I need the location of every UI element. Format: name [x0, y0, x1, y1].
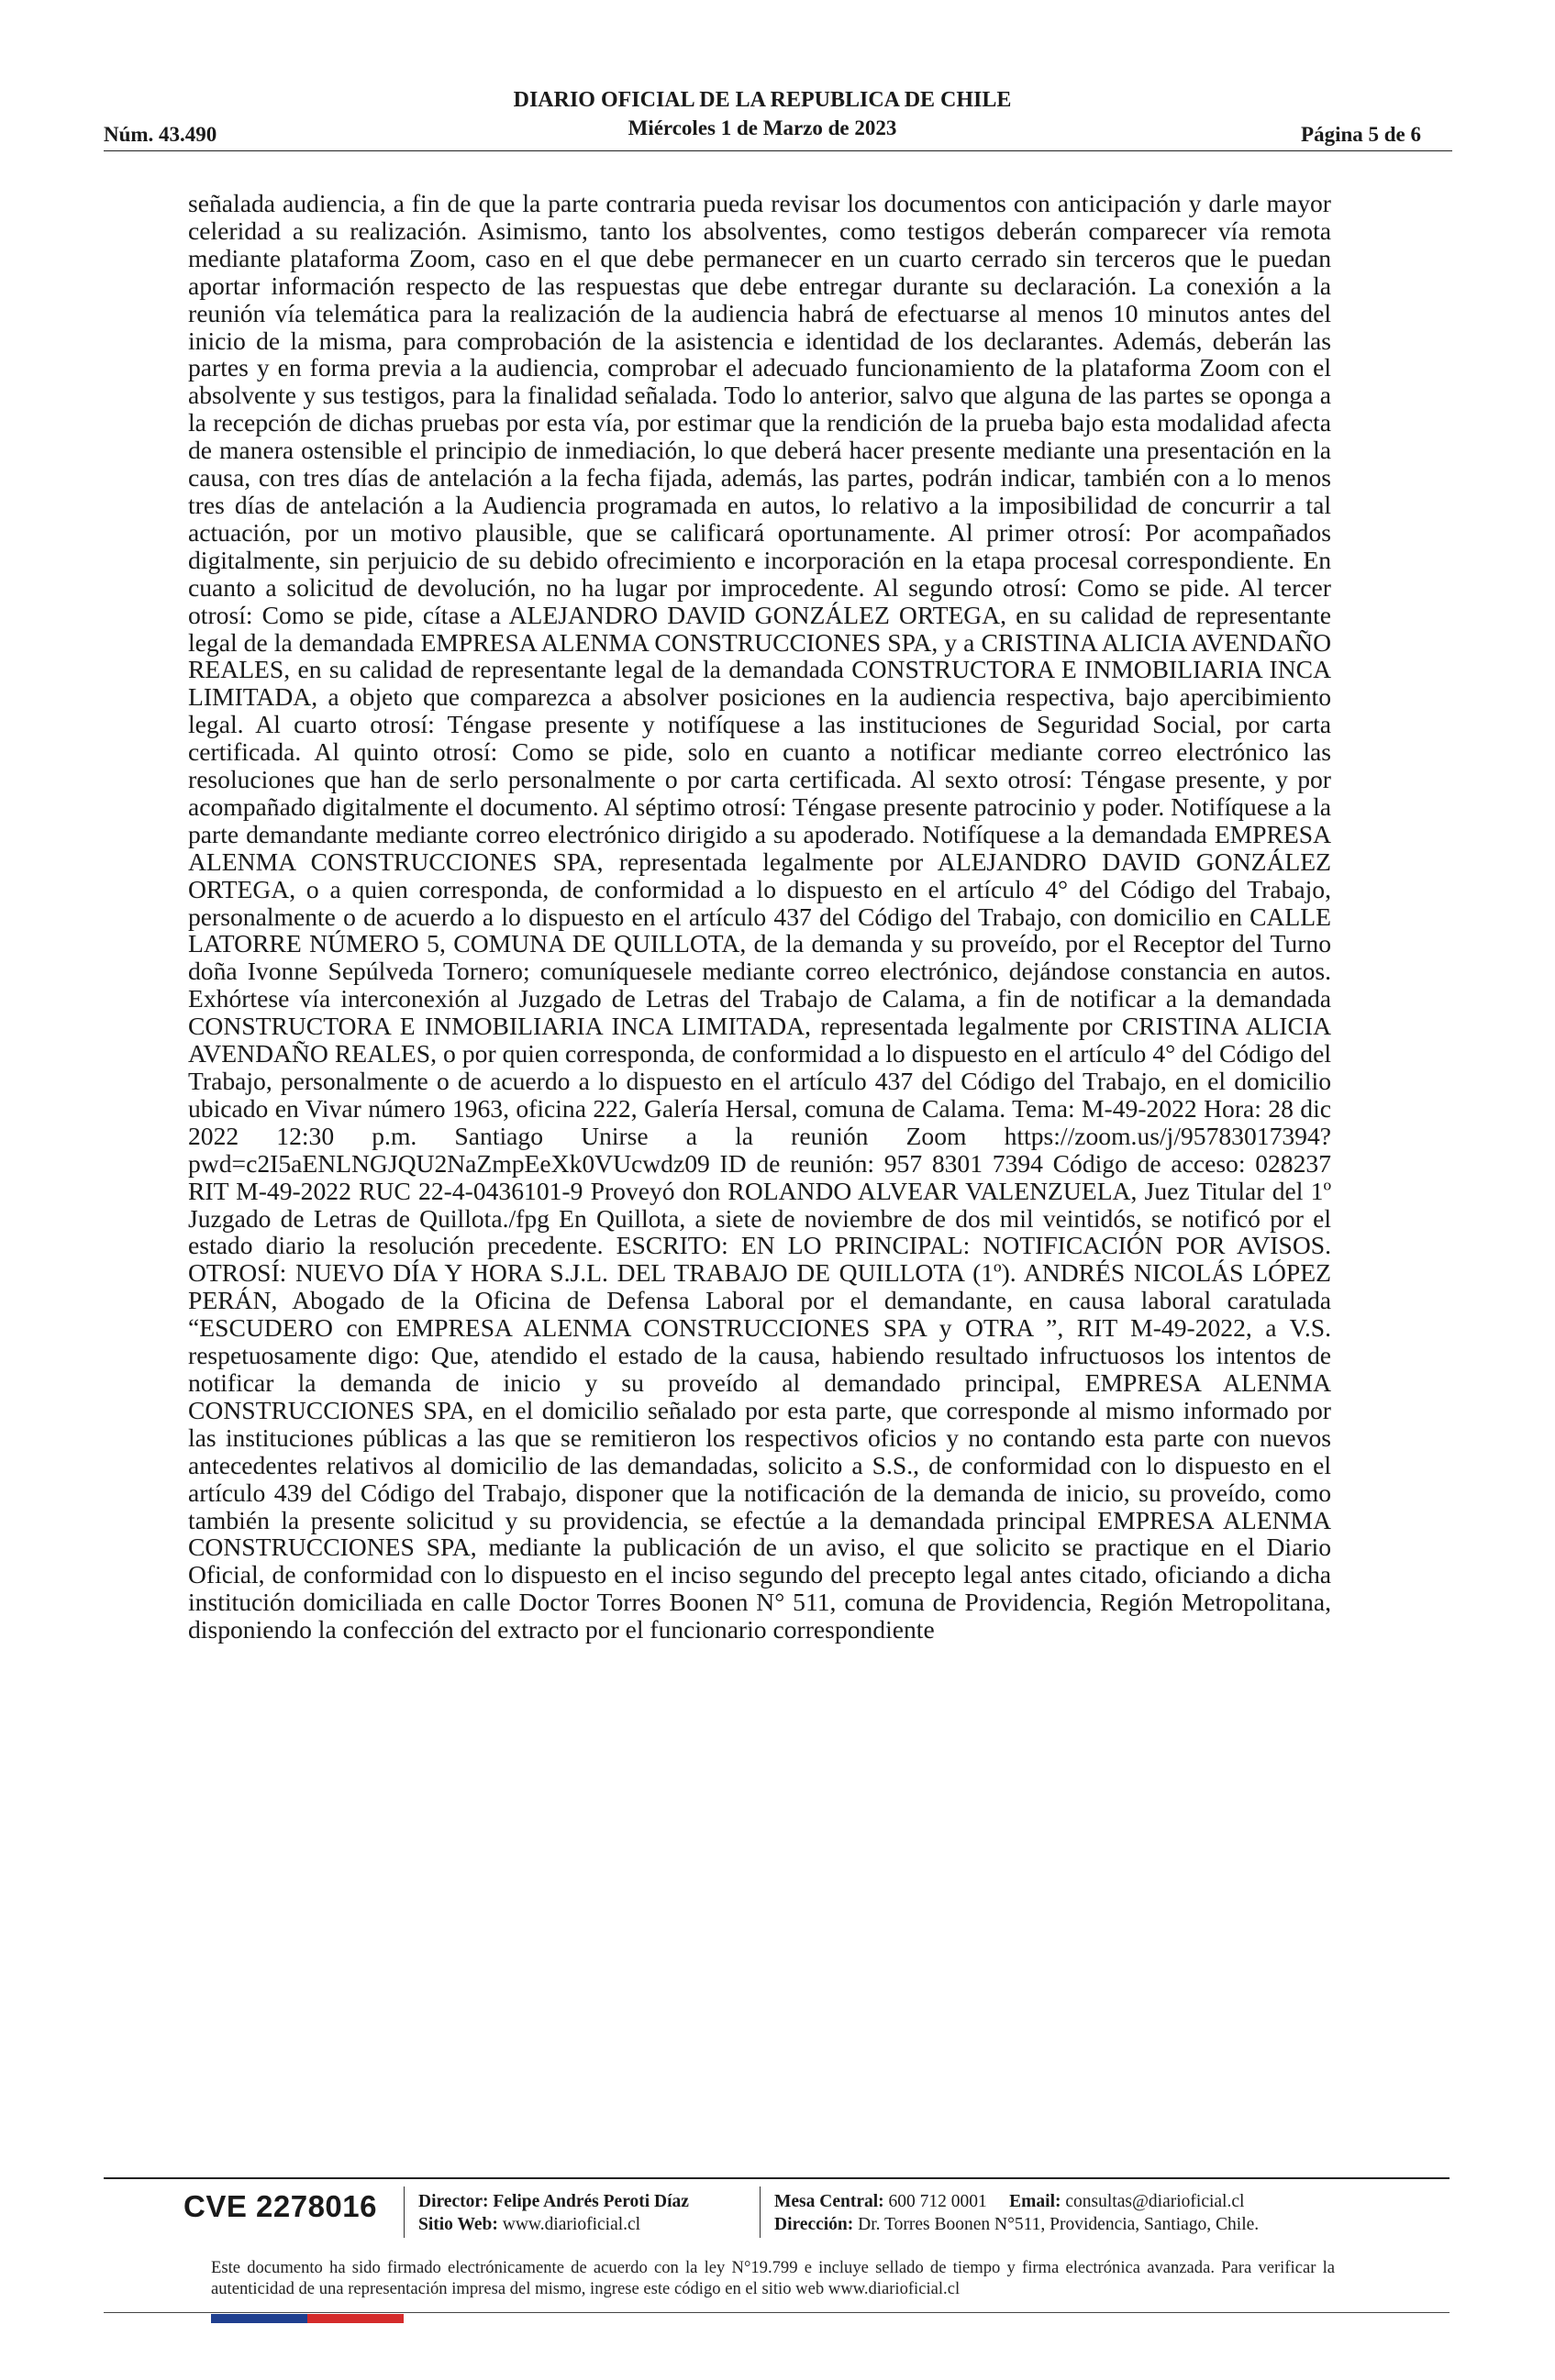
- header-center: [104, 86, 1421, 143]
- address-text: Dr. Torres Boonen N°511, Providencia, Santiago, Chile.: [858, 2215, 1260, 2234]
- address-label: Dirección:: [774, 2215, 854, 2234]
- newspaper-title: DIARIO OFICIAL DE LA REPUBLICA DE CHILE: [513, 88, 1012, 112]
- email-link[interactable]: consultas@diarioficial.cl: [1065, 2192, 1245, 2211]
- header-divider: [104, 150, 1452, 151]
- mesa-phone: 600 712 0001: [888, 2192, 987, 2211]
- footer-director-block: [418, 2190, 689, 2236]
- flag-red-stripe: [307, 2314, 404, 2323]
- flag-stripe: [211, 2314, 404, 2323]
- bottom-divider: [104, 2312, 1449, 2313]
- footer-contact-block: [774, 2190, 1259, 2236]
- document-body: [188, 190, 1331, 1644]
- footer-separator: [760, 2186, 761, 2238]
- issue-date: Miércoles 1 de Marzo de 2023: [628, 116, 897, 139]
- body-paragraph: señalada audiencia, a fin de que la parte contraria pueda revisar los documentos con anticipación y darle mayor celeridad a su realización. Asimismo, tanto los absolventes, como testigos deberán comparecer vía remota mediante plataforma Zoom, caso en el que debe permanecer en un cuarto cerrado sin terceros que le puedan aportar información respecto de las respuestas que debe entregar durante su declaración. La conexión a la reunión vía telemática para la realización de la audiencia habrá de efectuarse al menos 10 minutos antes del inicio de la misma, para comprobación de la asistencia e identidad de los declarantes. Además, deberán las partes y en forma previa a la audiencia, comprobar el adecuado funcionamiento de la plataforma Zoom con el absolvente y sus testigos, para la finalidad señalada. Todo lo anterior, salvo que alguna de las partes se oponga a la recepción de dichas pruebas por esta vía, por estimar que la rendición de la prueba bajo esta modalidad afecta de manera ostensible el principio de inmediación, lo que deberá hacer presente mediante una presentación en la causa, con tres días de antelación a la fecha fijada, además, las partes, podrán indicar, también con a lo menos tres días de antelación a la Audiencia programada en autos, lo relativo a la imposibilidad de concurrir a tal actuación, por un motivo plausible, que se calificará oportunamente. Al primer otrosí: Por acompañados digitalmente, sin perjuicio de su debido ofrecimiento e incorporación en la etapa procesal correspondiente. En cuanto a solicitud de devolución, no ha lugar por improcedente. Al segundo otrosí: Como se pide. Al tercer otrosí: Como se pide, cítase a ALEJANDRO DAVID GONZÁLEZ ORTEGA, en su calidad de representante legal de la demandada EMPRESA ALENMA CONSTRUCCIONES SPA, y a CRISTINA ALICIA AVENDAÑO REALES, en su calidad de representante legal de la demandada CONSTRUCTORA E INMOBILIARIA INCA LIMITADA, a objeto que comparezca a absolver posiciones en la audiencia respectiva, bajo apercibimiento legal. Al cuarto otrosí: Téngase presente y notifíquese a las instituciones de Seguridad Social, por carta certificada. Al quinto otrosí: Como se pide, solo en cuanto a notificar mediante correo electrónico las resoluciones que han de serlo personalmente o por carta certificada. Al sexto otrosí: Téngase presente, y por acompañado digitalmente el documento. Al séptimo otrosí: Téngase presente patrocinio y poder. Notifíquese a la parte demandante mediante correo electrónico dirigido a su apoderado. Notifíquese a la demandada EMPRESA ALENMA CONSTRUCCIONES SPA, representada legalmente por ALEJANDRO DAVID GONZÁLEZ ORTEGA, o a quien corresponda, de conformidad a lo dispuesto en el artículo 4° del Código del Trabajo, personalmente o de acuerdo a lo dispuesto en el artículo 437 del Código del Trabajo, con domicilio en CALLE LATORRE NÚMERO 5, COMUNA DE QUILLOTA, de la demanda y su proveído, por el Receptor del Turno doña Ivonne Sepúlveda Tornero; comuníquesele mediante correo electrónico, dejándose constancia en autos. Exhórtese vía interconexión al Juzgado de Letras del Trabajo de Calama, a fin de notificar a la demandada CONSTRUCTORA E INMOBILIARIA INCA LIMITADA, representada legalmente por CRISTINA ALICIA AVENDAÑO REALES, o por quien corresponda, de conformidad a lo dispuesto en el artículo 4° del Código del Trabajo, personalmente o de acuerdo a lo dispuesto en el artículo 437 del Código del Trabajo, en el domicilio ubicado en Vivar número 1963, oficina 222, Galería Hersal, comuna de Calama. Tema: M-49-2022 Hora: 28 dic 2022 12:30 p.m. Santiago Unirse a la reunión Zoom https://zoom.us/j/95783017394?pwd=c2I5aENLNGJQU2NaZmpEeXk0VUcwdz09 ID de reunión: 957 8301 7394 Código de acceso: 028237 RIT M-49-2022 RUC 22-4-0436101-9 Proveyó don ROLANDO ALVEAR VALENZUELA, Juez Titular del 1º Juzgado de Letras de Quillota./fpg En Quillota, a siete de noviembre de dos mil veintidós, se notificó por el estado diario la resolución precedente. ESCRITO: EN LO PRINCIPAL: NOTIFICACIÓN POR AVISOS. OTROSÍ: NUEVO DÍA Y HORA S.J.L. DEL TRABAJO DE QUILLOTA (1º). ANDRÉS NICOLÁS LÓPEZ PERÁN, Abogado de la Oficina de Defensa Laboral por el demandante, en causa laboral caratulada “ESCUDERO con EMPRESA ALENMA CONSTRUCCIONES SPA y OTRA ”, RIT M-49-2022, a V.S. respetuosamente digo: Que, atendido el estado de la causa, habiendo resultado infructuosos los intentos de notificar la demanda de inicio y su proveído al demandado principal, EMPRESA ALENMA CONSTRUCCIONES SPA, en el domicilio señalado por esta parte, que corresponde al mismo informado por las instituciones públicas a las que se remitieron los respectivos oficios y no contando esta parte con nuevos antecedentes relativos al domicilio de las demandadas, solicito a S.S., de conformidad con lo dispuesto en el artículo 439 del Código del Trabajo, disponer que la notificación de la demanda de inicio, su proveído, como también la presente solicitud y su providencia, se efectúe a la demandada principal EMPRESA ALENMA CONSTRUCCIONES SPA, mediante la publicación de un aviso, el que solicito se practique en el Diario Oficial, de conformidad con lo dispuesto en el inciso segundo del precepto legal antes citado, oficiando a dicha institución domiciliada en calle Doctor Torres Boonen N° 511, comuna de Providencia, Región Metropolitana, disponiendo la confección del extracto por el funcionario correspondiente: [188, 189, 1331, 1644]
- mesa-label: Mesa Central:: [774, 2192, 884, 2211]
- page-number: Página 5 de 6: [1301, 123, 1421, 146]
- footer-divider: [104, 2177, 1449, 2179]
- signature-disclaimer: Este documento ha sido firmado electrónicamente de acuerdo con la ley N°19.799 e incluye sellado de tiempo y firma electrónica avanzada. Para verificar la autenticidad de una representación impresa del mismo, ingrese este código en el sitio web www.diarioficial.cl: [211, 2258, 1335, 2298]
- cve-code: CVE 2278016: [183, 2189, 377, 2223]
- web-link[interactable]: www.diarioficial.cl: [502, 2215, 641, 2234]
- footer-separator: [404, 2186, 405, 2238]
- director-label: Director:: [418, 2192, 489, 2211]
- flag-blue-stripe: [211, 2314, 307, 2323]
- email-label: Email:: [1009, 2192, 1061, 2211]
- page-header: [104, 86, 1421, 150]
- issue-number: Núm. 43.490: [104, 123, 217, 146]
- director-name: Felipe Andrés Peroti Díaz: [493, 2192, 689, 2211]
- web-label: Sitio Web:: [418, 2215, 498, 2234]
